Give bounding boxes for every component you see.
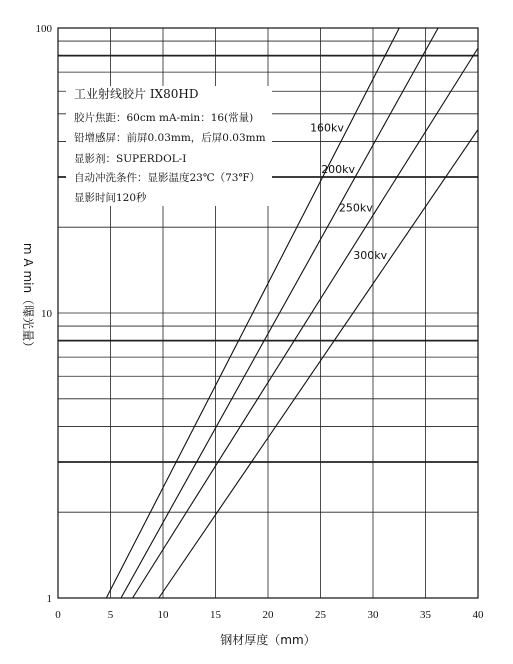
x-tick-label: 10 xyxy=(157,609,169,621)
info-line: 铅增感屏：前屏0.03mm，后屏0.03mm xyxy=(74,132,266,144)
x-tick-label: 30 xyxy=(367,609,379,621)
info-title: 工业射线胶片 IX80HD xyxy=(74,87,199,101)
x-axis-title: 钢材厚度（mm） xyxy=(220,633,316,647)
x-tick-label: 40 xyxy=(472,609,484,621)
x-tick-label: 15 xyxy=(210,609,221,621)
x-tick-labels xyxy=(55,609,484,621)
x-tick-label: 0 xyxy=(55,609,61,621)
y-tick-label: 10 xyxy=(41,308,52,320)
info-line: 显影时间120秒 xyxy=(74,192,147,204)
series-label-250kv: 250kv xyxy=(338,201,373,215)
series-label-160kv: 160kv xyxy=(310,121,344,135)
info-line: 胶片焦距：60cm mA-min：16(常量) xyxy=(74,112,254,124)
x-tick-label: 20 xyxy=(262,609,274,621)
info-box xyxy=(66,86,272,206)
x-tick-label: 35 xyxy=(420,609,431,621)
info-box-background xyxy=(66,86,272,206)
x-tick-label: 25 xyxy=(315,609,326,621)
y-tick-label: 1 xyxy=(46,593,52,605)
y-tick-labels xyxy=(36,23,53,605)
info-line: 自动冲洗条件：显影温度23℃（73℉） xyxy=(74,172,260,184)
info-line: 显影剂：SUPERDOL-I xyxy=(74,153,187,165)
series-label-300kv: 300kv xyxy=(353,248,388,262)
y-tick-label: 100 xyxy=(35,23,52,35)
x-tick-label: 5 xyxy=(107,609,114,621)
series-labels xyxy=(310,121,388,261)
series-label-200kv: 200kv xyxy=(321,163,356,177)
y-axis-title: m A min（曝光量） xyxy=(21,242,35,354)
